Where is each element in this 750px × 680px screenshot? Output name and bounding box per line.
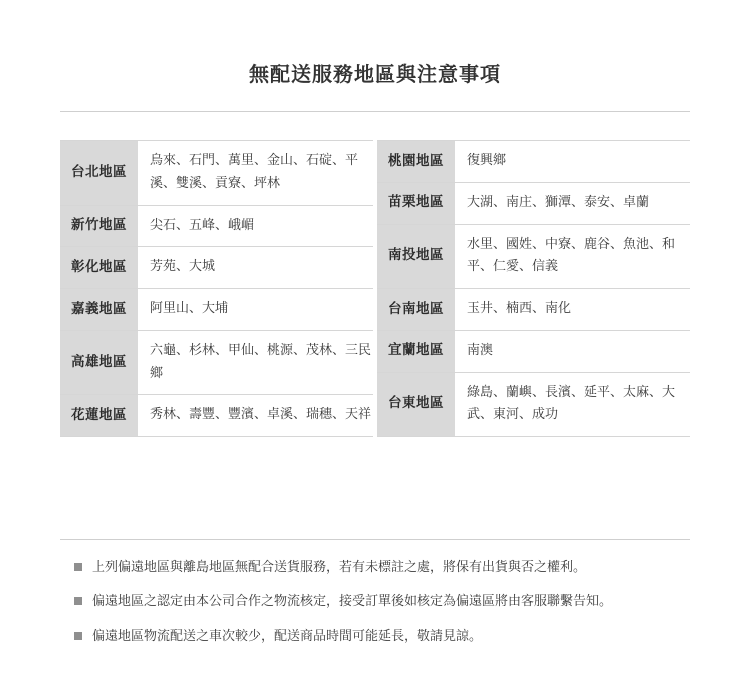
table-row [60,289,373,331]
notes-divider [60,539,690,540]
region-areas: 六龜、杉林、甲仙、桃源、茂林、三民鄉 [150,342,372,381]
region-areas: 復興鄉 [467,153,507,168]
region-header: 台東地區 [377,373,455,437]
square-bullet-icon [74,632,82,640]
table-row [377,289,690,331]
region-areas: 尖石、五峰、峨嵋 [150,217,255,233]
region-header: 桃園地區 [377,141,455,182]
title-divider [60,111,690,112]
table-row [60,247,373,289]
region-areas: 綠島、蘭嶼、長濱、延平、太麻、大武、東河、成功 [467,384,676,423]
region-areas: 秀林、壽豐、豐濱、卓溪、瑞穗、天祥 [150,407,372,423]
square-bullet-icon [74,563,82,571]
region-header: 花蓮地區 [60,395,138,436]
left-region-table [60,140,373,437]
region-header: 彰化地區 [60,247,138,288]
table-row [60,331,373,396]
note-item [74,558,690,579]
table-row [377,331,690,373]
table-row [60,395,373,437]
region-header: 高雄地區 [60,331,138,395]
right-region-table [377,140,690,437]
region-areas: 烏來、石門、萬里、金山、石碇、平溪、雙溪、貢寮、坪林 [150,153,359,191]
square-bullet-icon [74,597,82,605]
table-row [377,225,690,290]
note-item [74,592,690,613]
table-row [377,140,690,183]
note-text: 上列偏遠地區與離島地區無配合送貨服務，若有未標註之處，將保有出貨與否之權利。 [92,559,587,575]
page-title: 無配送服務地區與注意事項 [249,62,501,86]
region-areas: 芳苑、大城 [150,259,216,275]
regions-tables [60,140,690,437]
region-areas: 大湖、南庄、獅潭、泰安、卓蘭 [467,194,650,210]
region-areas: 阿里山、大埔 [150,301,229,316]
region-areas: 玉井、楠西、南化 [467,301,572,316]
region-header: 南投地區 [377,225,455,289]
region-header: 新竹地區 [60,206,138,247]
region-header: 苗栗地區 [377,183,455,224]
table-row [60,140,373,206]
note-text: 偏遠地區之認定由本公司合作之物流核定，接受訂單後如核定為偏遠區將由客服聯繫告知。 [92,594,613,610]
table-row [60,206,373,248]
region-header: 台北地區 [60,141,138,205]
table-row [377,373,690,438]
notes-section [60,539,690,650]
note-text: 偏遠地區物流配送之車次較少，配送商品時間可能延長，敬請見諒。 [92,629,483,645]
note-item [74,627,690,648]
region-header: 嘉義地區 [60,289,138,330]
table-row [377,183,690,225]
region-areas: 南澳 [467,342,494,358]
region-header: 宜蘭地區 [377,331,455,372]
region-header: 台南地區 [377,289,455,330]
region-areas: 水里、國姓、中寮、鹿谷、魚池、和平、仁愛、信義 [467,236,676,275]
